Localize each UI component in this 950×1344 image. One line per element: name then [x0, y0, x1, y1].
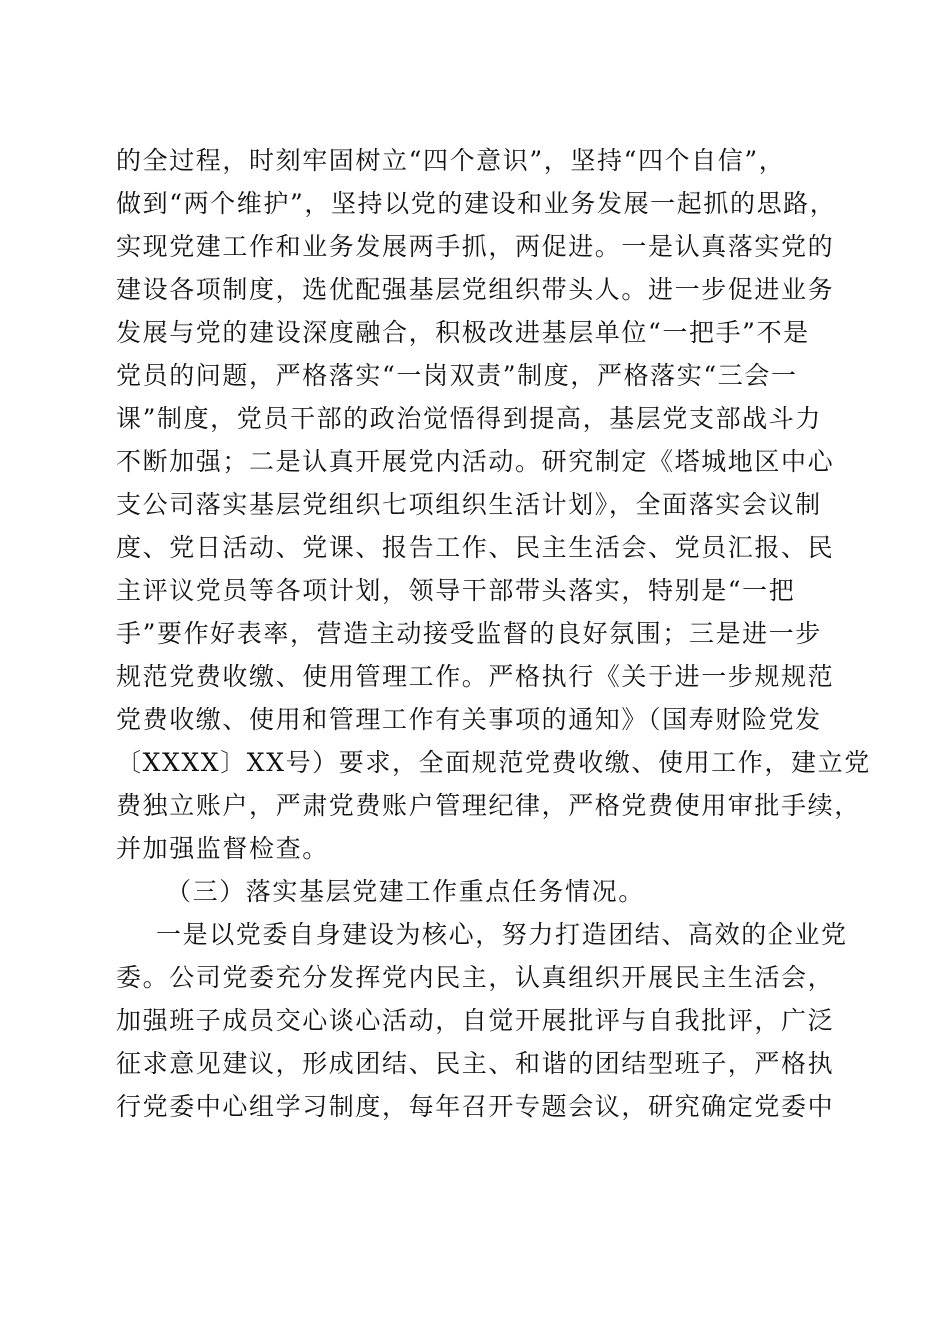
text-line: 并加强监督检查。	[116, 834, 329, 863]
text-line: 一是以党委自身建设为核心，努力打造团结、高效的企业党	[156, 920, 848, 949]
text-line: 建设各项制度，选优配强基层党组织带头人。进一步促进业务	[116, 275, 835, 304]
text-line: 费独立账户，严肃党费账户管理纪律，严格党费使用审批手续，	[116, 791, 861, 820]
text-line: 课”制度，党员干部的政治觉悟得到提高，基层党支部战斗力	[116, 404, 822, 433]
text-line: 行党委中心组学习制度，每年召开专题会议，研究确定党委中	[116, 1092, 835, 1121]
text-line: 发展与党的建设深度融合，积极改进基层单位“一把手”不是	[116, 318, 810, 347]
text-line: 主评议党员等各项计划，领导干部带头落实，特别是“一把	[116, 576, 796, 605]
text-line: 加强班子成员交心谈心活动，自觉开展批评与自我批评，广泛	[116, 1006, 835, 1035]
text-line: 委。公司党委充分发挥党内民主，认真组织开展民主生活会，	[116, 963, 835, 992]
text-line: 的全过程，时刻牢固树立“四个意识”，坚持“四个自信”，	[116, 146, 786, 175]
text-line: 规范党费收缴、使用管理工作。严格执行《关于进一步规规范	[116, 662, 835, 691]
text-line: 支公司落实基层党组织七项组织生活计划》，全面落实会议制	[116, 490, 822, 519]
text-line: 〔XXXX〕XX号）要求，全面规范党费收缴、使用工作，建立党	[116, 748, 871, 777]
text-line: 做到“两个维护”，坚持以党的建设和业务发展一起抓的思路，	[116, 189, 837, 218]
text-line: 党员的问题，严格落实“一岗双责”制度，严格落实“三会一	[116, 361, 798, 390]
body-text	[116, 139, 871, 1128]
text-line: 手”要作好表率，营造主动接受监督的良好氛围；三是进一步	[116, 619, 822, 648]
text-line: 党费收缴、使用和管理工作有关事项的通知》（国寿财险党发	[116, 705, 822, 734]
text-line: 征求意见建议，形成团结、民主、和谐的团结型班子，严格执	[116, 1049, 835, 1078]
text-line: 度、党日活动、党课、报告工作、民主生活会、党员汇报、民	[116, 533, 835, 562]
section-heading: （三）落实基层党建工作重点任务情况。	[166, 877, 645, 906]
text-line: 不断加强；二是认真开展党内活动。研究制定《塔城地区中心	[116, 447, 835, 476]
text-line: 实现党建工作和业务发展两手抓，两促进。一是认真落实党的	[116, 232, 835, 261]
